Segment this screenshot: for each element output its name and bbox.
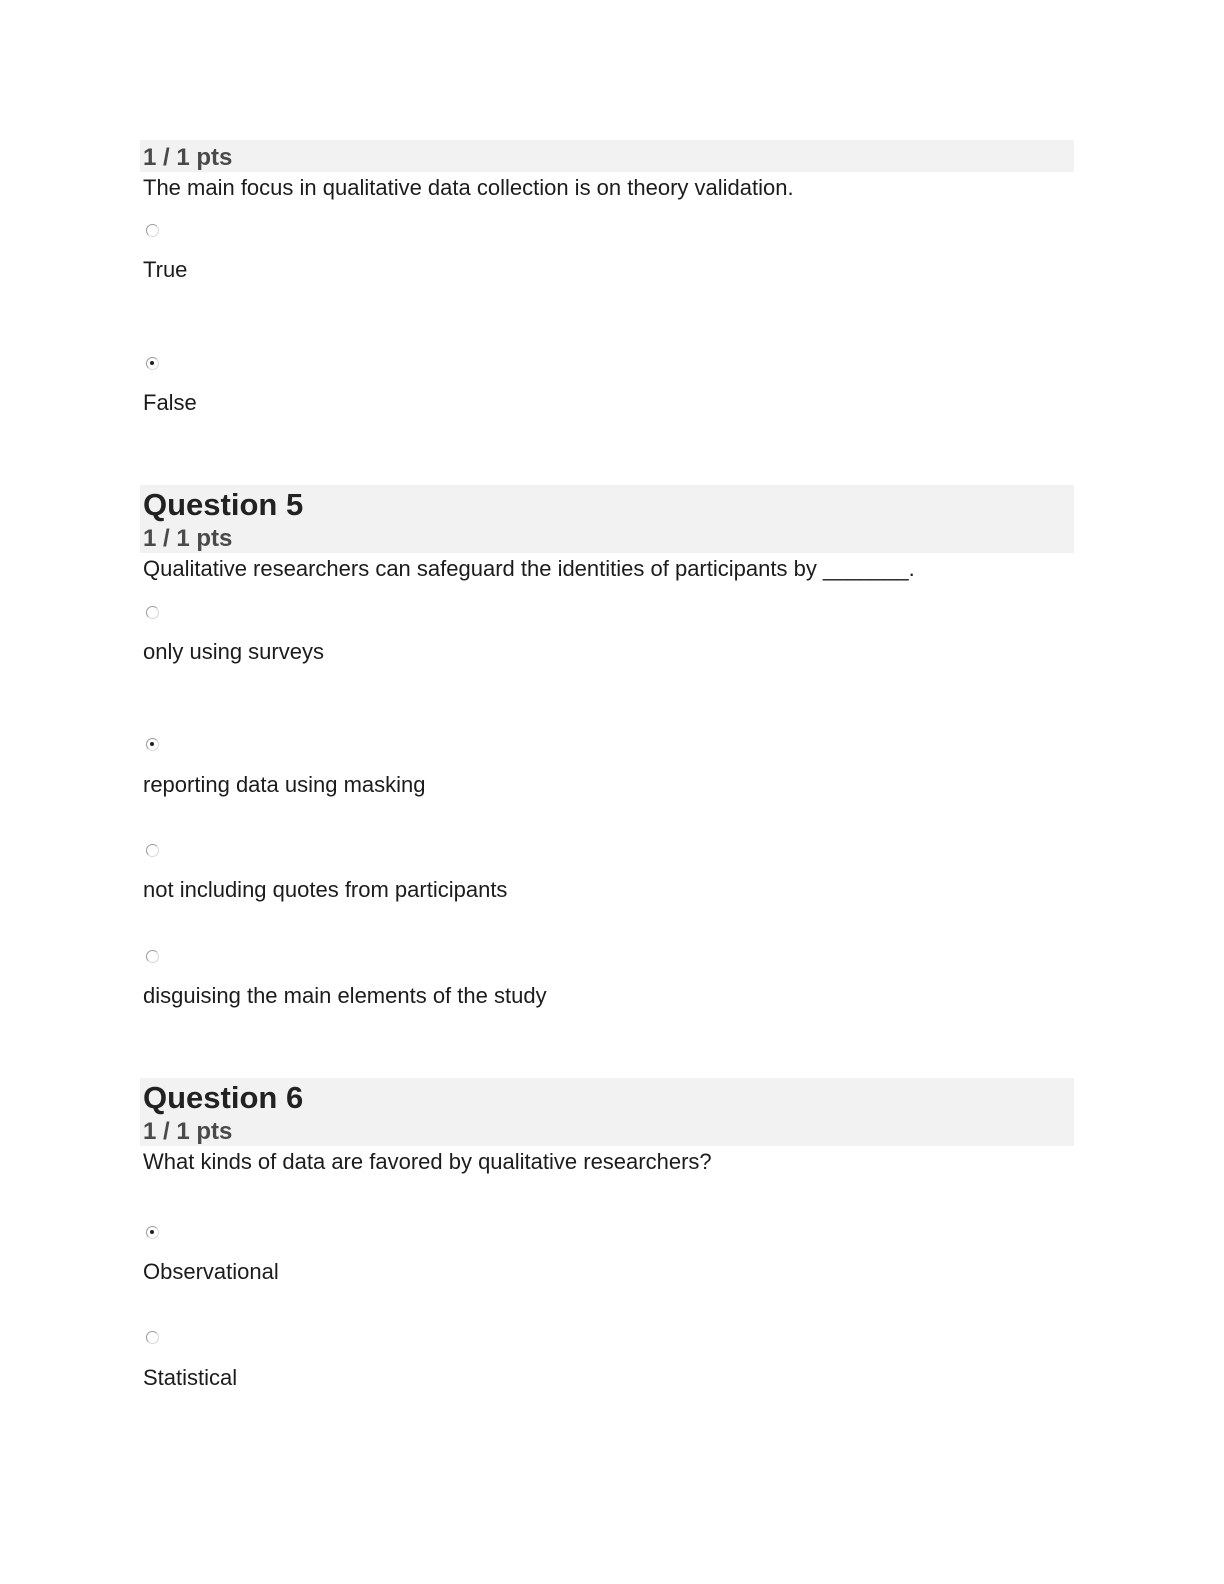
option-label-true: True [143,257,188,282]
radio-only-using-surveys[interactable] [146,606,159,619]
radio-statistical[interactable] [146,1331,159,1344]
option-label-statistical: Statistical [143,1365,238,1390]
option-label-only-using-surveys: only using surveys [143,639,324,664]
question-5-header [140,485,1074,553]
radio-false[interactable] [146,357,159,370]
question-4-points: 1 / 1 pts [143,144,233,171]
option-label-false: False [143,390,197,415]
question-4-text: The main focus in qualitative data collection is on theory validation. [143,175,794,200]
question-5-points: 1 / 1 pts [143,525,233,552]
option-label-observational: Observational [143,1259,279,1284]
radio-not-including-quotes[interactable] [146,844,159,857]
question-6-points: 1 / 1 pts [143,1118,233,1145]
question-5-text: Qualitative researchers can safeguard the identities of participants by _______. [143,556,915,581]
option-label-reporting-data-using-masking: reporting data using masking [143,772,426,797]
question-4-header [140,140,1074,172]
radio-disguising-main-elements[interactable] [146,950,159,963]
question-6-title: Question 6 [143,1080,304,1115]
radio-true[interactable] [146,224,159,237]
option-label-disguising-main-elements: disguising the main elements of the study [143,983,547,1008]
option-label-not-including-quotes: not including quotes from participants [143,877,508,902]
question-6-header [140,1078,1074,1146]
question-6-text: What kinds of data are favored by qualitative researchers? [143,1149,712,1174]
question-5-title: Question 5 [143,487,304,522]
radio-observational[interactable] [146,1226,159,1239]
radio-reporting-data-using-masking[interactable] [146,738,159,751]
